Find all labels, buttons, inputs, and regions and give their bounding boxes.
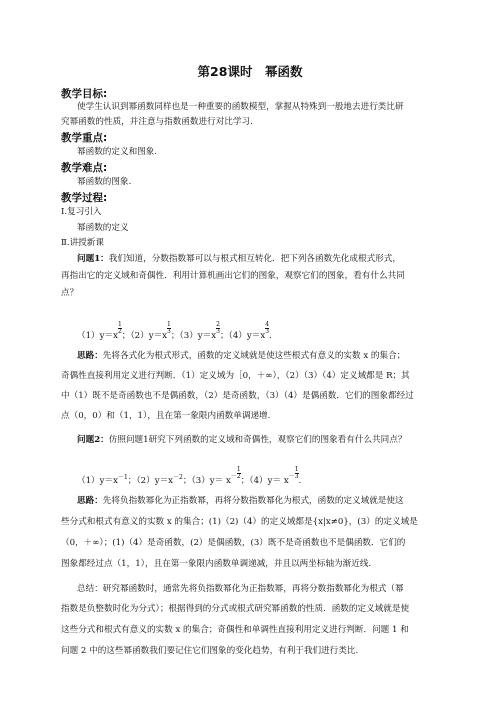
summary-line-3: 这些分式和根式有意义的实数 x 的集合；奇偶性和单调性直接利用定义进行判断．问题 1 和 [61, 625, 409, 635]
summary-line-2: 指数是负整数时化为分式）；根据得到的分式或根式研究幂函数的性质．函数的定义域就是使 [61, 604, 410, 614]
goal-line-2: 究幂函数的性质，并注意与指数函数进行对比学习. [61, 117, 253, 127]
exponent-4: $\frac{1}{3}$ [294, 466, 299, 480]
intro-sub: 幂函数的定义 [77, 223, 129, 233]
exponent-1: $\frac{1}{2}$ [117, 321, 122, 335]
new-lesson-heading: Ⅱ.讲授新课 [61, 238, 104, 248]
q1-label: 问题1： [77, 254, 109, 264]
q2-functions: （1）y＝x－1；（2）y＝x－2；（3）y＝ x－ $\frac{1}{2}$ ；（4）y＝ x－ $\frac{1}{3}$ . [77, 466, 302, 486]
q2-label: 问题2： [77, 435, 109, 445]
exponent-2: $\frac{1}{3}$ [167, 321, 171, 335]
difficulty-text: 幂函数的图象. [77, 177, 132, 187]
t2-line-2: 些分式和根式有意义的实数 x 的集合；(1)（2)（4）的定义域都是{x|x≠0}，(3）的定义域是 [61, 517, 418, 527]
t1-line-3: 中（1）既不是奇函数也不是偶函数，（2）是奇函数，（3）（4）是偶函数．它们的图象都经过 [61, 391, 414, 401]
t1-label: 思路： [77, 351, 103, 361]
t2-label: 思路： [77, 496, 103, 506]
exponent-4: $\frac{4}{3}$ [265, 321, 270, 335]
t1-line-4: 点（0，0）和（1，1），且在第一象限内函数单调递增. [61, 411, 271, 421]
q2-line: 问题2：仿照问题1研究下列函数的定义域和奇偶性，观察它们的图象看有什么共同点？ [77, 435, 407, 445]
exponent-3: $\frac{1}{2}$ [236, 466, 241, 480]
exponent-3: $\frac{2}{3}$ [216, 321, 220, 335]
summary-line-4: 问题 2 中的这些幂函数我们要记住它们图象的变化趋势，有利于我们进行类比. [61, 646, 359, 656]
t1-line-1: 思路：先将各式化为根式形式，函数的定义域就是使这些根式有意义的实数 x 的集合； [77, 351, 406, 361]
goal-heading: 教学目标: [61, 88, 108, 100]
q1-functions: （1）y＝x $\frac{1}{2}$ ；（2）y＝x $\frac{1}{3}$ ；（3）y＝x $\frac{2}{3}$ ；（4）y＝x $\frac{4}{3}$ ． [77, 321, 278, 341]
key-text: 幂函数的定义和图象. [77, 147, 158, 157]
t2-line-4: 图象都经过点（1，1），且在第一象限内函数单调递减，并且以两坐标轴为渐近线. [61, 559, 372, 569]
q1-line-3: 点？ [61, 288, 79, 298]
intro-heading: Ⅰ.复习引入 [61, 207, 102, 217]
process-heading: 教学过程: [61, 192, 108, 204]
t1-line-2: 奇偶性直接利用定义进行判断．（1）定义域为［0，＋∞），（2）（3）（4）定义域都是 R；其 [61, 371, 410, 381]
q1-line-2: 再指出它的定义域和奇偶性．利用计算机画出它们的图象，观察它们的图象，看有什么共同 [61, 271, 405, 281]
page-title: 第28课时 幂函数 [197, 64, 303, 79]
goal-line-1: 使学生认识到幂函数同样也是一种重要的函数模型，掌握从特殊到一般地去进行类比研 [77, 102, 404, 112]
t2-line-3: （0，＋∞）；(1)（4）是奇函数，(2）是偶函数，(3）既不是奇函数也不是偶函数．它们的 [61, 538, 406, 548]
summary-line-1: 总结：研究幂函数时，通常先将负指数幂化为正指数幂，再将分数指数幂化为根式（幂 [77, 584, 404, 594]
key-heading: 教学重点: [61, 132, 108, 144]
difficulty-heading: 教学难点: [61, 162, 108, 174]
q1-line-1: 问题1：我们知道，分数指数幂可以与根式相互转化．把下列各函数先化成根式形式， [77, 254, 401, 264]
t2-line-1: 思路：先将负指数幂化为正指数幂，再将分数指数幂化为根式，函数的定义域就是使这 [77, 496, 404, 506]
